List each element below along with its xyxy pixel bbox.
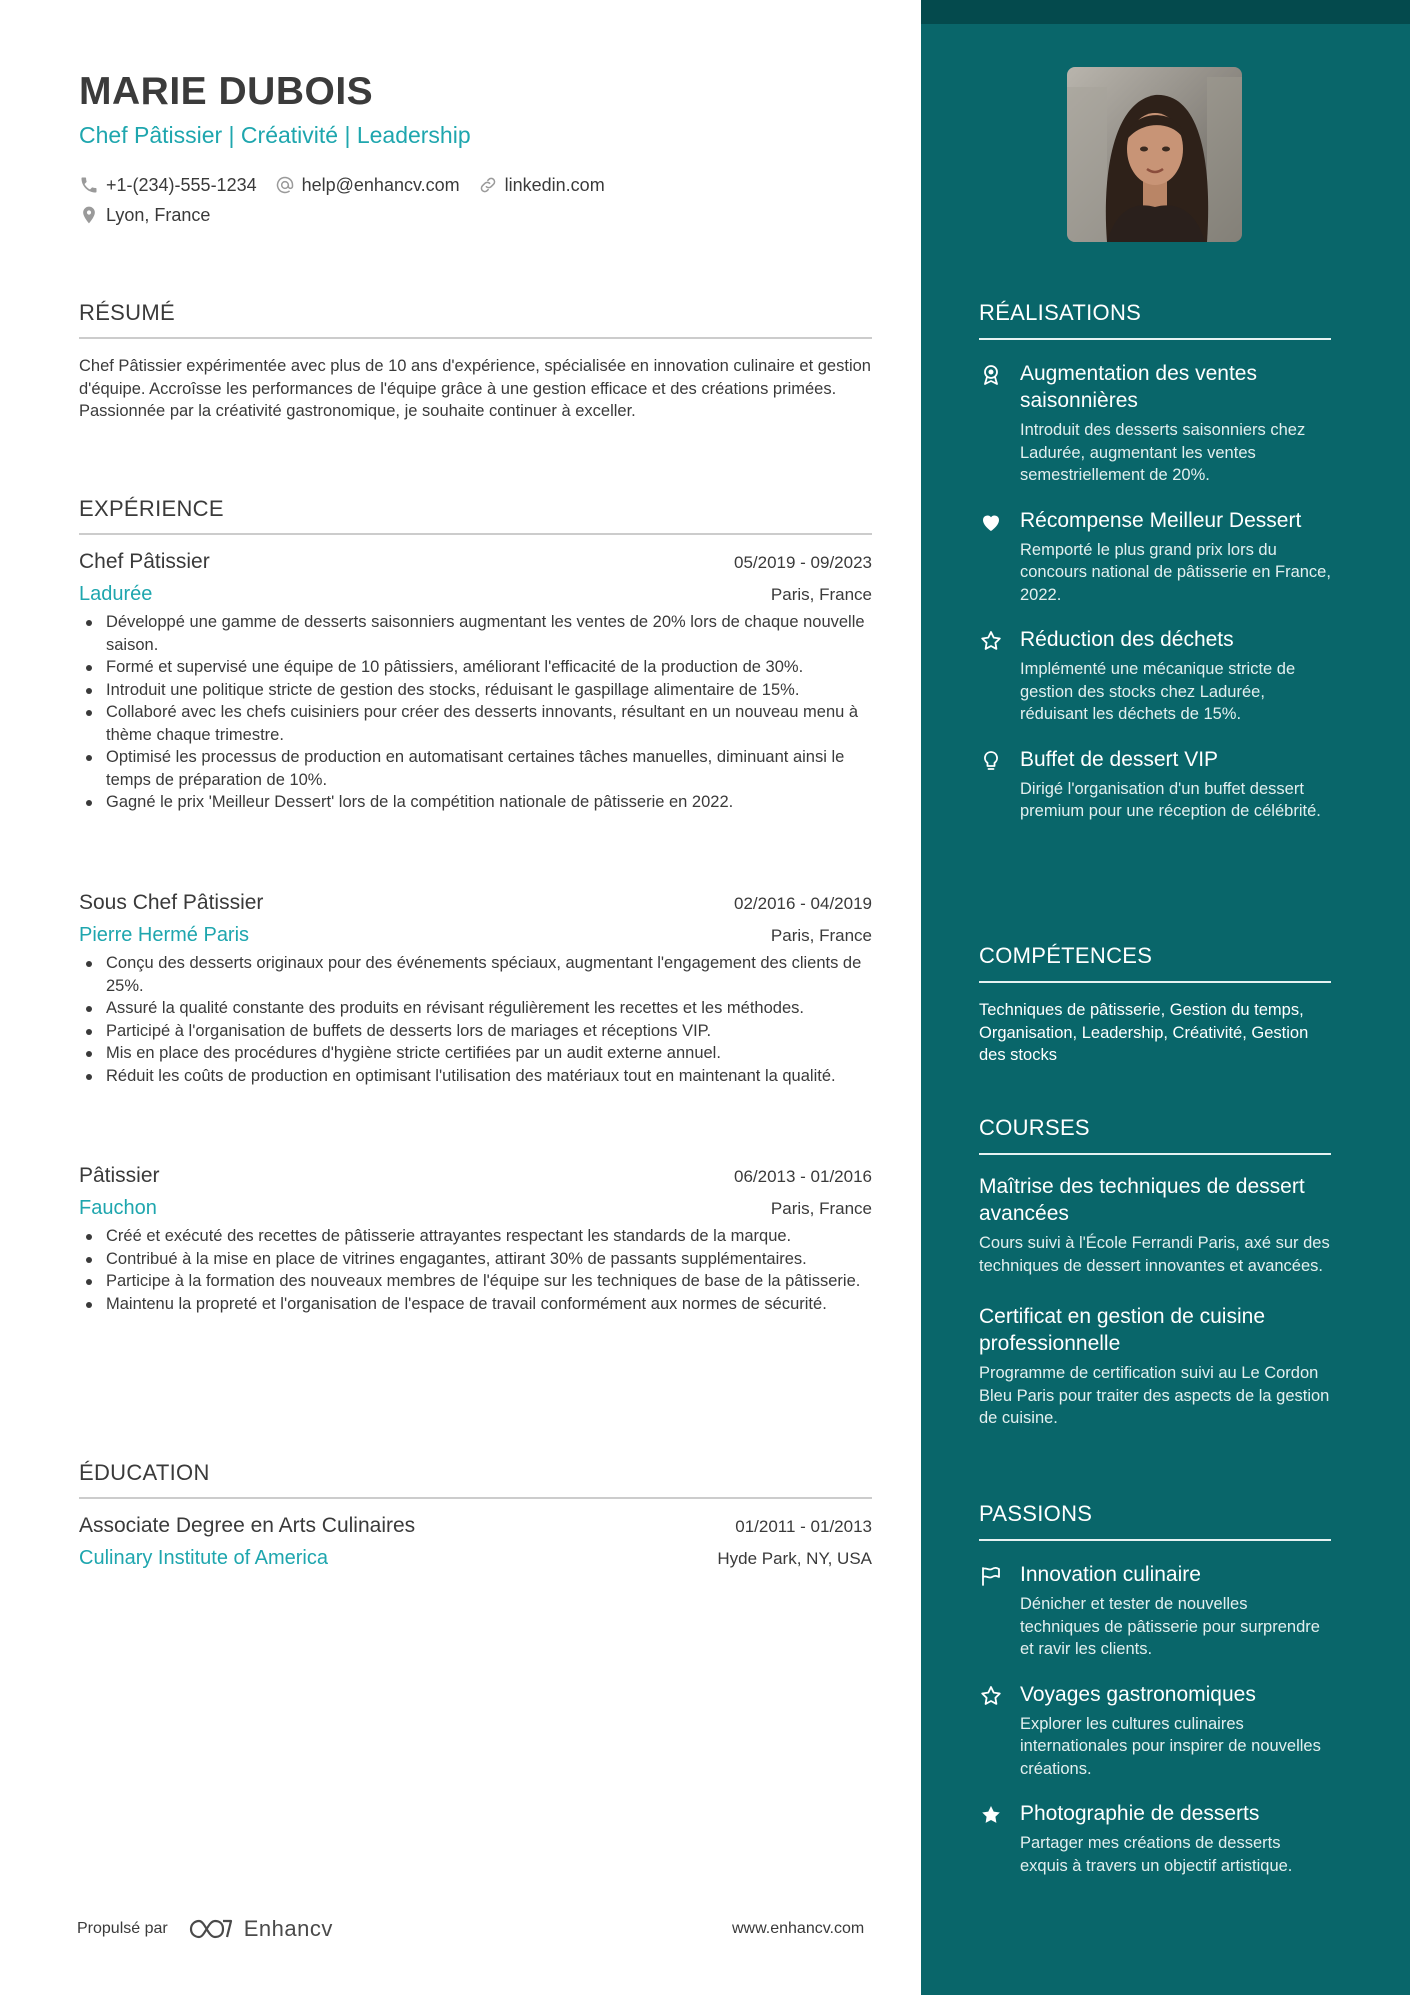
achievement-item <box>979 626 1331 726</box>
achievement-desc: Implémenté une mécanique stricte de gestion des stocks chez Ladurée, réduisant les déchets de 15%. <box>1020 660 1296 723</box>
passion-title: Innovation culinaire <box>1020 1563 1201 1586</box>
job-company: Pierre Hermé Paris <box>79 924 250 946</box>
school: Culinary Institute of America <box>79 1547 328 1569</box>
bullet-item: Participé à l'organisation de buffets de desserts lors de mariages et réceptions VIP. <box>79 1020 872 1043</box>
brand-name: Enhancv <box>243 1916 333 1941</box>
education-entry <box>79 1514 872 1570</box>
job-role: Chef Pâtissier <box>79 550 210 573</box>
bullet-item: Gagné le prix 'Meilleur Dessert' lors de la compétition nationale de pâtisserie en 2022. <box>79 791 872 814</box>
achievement-item <box>979 360 1331 487</box>
achievement-title: Récompense Meilleur Dessert <box>1020 508 1302 532</box>
job-location: Paris, France <box>770 585 872 604</box>
profile-photo-image <box>1067 67 1242 242</box>
passion-desc: Explorer les cultures culinaires internationales pour inspirer de nouvelles créations. <box>1020 1714 1321 1778</box>
education-dates: 01/2011 - 01/2013 <box>735 1517 872 1536</box>
bullet-item: Optimisé les processus de production en automatisant certaines tâches manuelles, diminuant ainsi le temps de préparation de 10%. <box>79 746 872 791</box>
achievements-heading: RÉALISATIONS <box>979 300 1331 340</box>
passion-item <box>979 1561 1331 1661</box>
bullet-item: Participe à la formation des nouveaux membres de l'équipe sur les techniques de base de la pâtisserie. <box>79 1270 872 1293</box>
bullet-item: Mis en place des procédures d'hygiène stricte certifiées par un audit externe annuel. <box>79 1042 872 1065</box>
award-icon <box>979 363 1003 387</box>
bullet-item: Réduit les coûts de production en optimisant l'utilisation des matériaux tout en maintenant la qualité. <box>79 1065 872 1088</box>
contact-email[interactable] <box>275 175 460 196</box>
at-icon <box>275 175 295 195</box>
enhancv-logo[interactable] <box>188 1916 333 1942</box>
bullet-item: Maintenu la propreté et l'organisation de l'espace de travail conformément aux normes de sécurité. <box>79 1293 872 1316</box>
star-filled-icon <box>979 1803 1003 1827</box>
job-company: Fauchon <box>79 1197 157 1219</box>
location-text: Lyon, France <box>106 204 211 225</box>
achievement-desc: Remporté le plus grand prix lors du concours national de pâtisserie en France, 2022. <box>1020 540 1331 604</box>
job-location: Paris, France <box>770 1199 872 1218</box>
phone-text: +1-(234)-555-1234 <box>106 174 257 195</box>
job-entry <box>79 1164 872 1315</box>
contact-linkedin[interactable] <box>478 175 605 196</box>
bullet-item: Introduit une politique stricte de gestion des stocks, réduisant le gaspillage alimentaire de 15%. <box>79 679 872 702</box>
course-item <box>979 1303 1331 1430</box>
enhancv-logo-icon <box>188 1917 234 1941</box>
achievement-title: Augmentation des ventes saisonnières <box>1020 362 1257 412</box>
phone-icon <box>79 175 99 195</box>
sidebar-top-bar <box>921 0 1410 24</box>
summary-text: Chef Pâtissier expérimentée avec plus de 10 ans d'expérience, spécialisée en innovation culinaire et gestion d'équipe. Accroîsse les performances de l'équipe grâce à une gestion efficace et des créations primées. Passionnée par la créativité gastronomique, je souhaite continuer à exceller. <box>79 357 871 420</box>
job-role: Pâtissier <box>79 1164 160 1187</box>
job-dates: 06/2013 - 01/2016 <box>733 1167 872 1186</box>
course-title: Maîtrise des techniques de dessert avancées <box>979 1175 1305 1225</box>
flag-icon <box>979 1564 1003 1588</box>
achievement-desc: Dirigé l'organisation d'un buffet dessert premium pour une réception de célébrité. <box>1020 779 1321 820</box>
passion-title: Voyages gastronomiques <box>1020 1682 1256 1706</box>
passion-item <box>979 1681 1331 1781</box>
link-icon <box>478 175 498 195</box>
powered-by-text: Propulsé par <box>77 1920 168 1937</box>
skills-section <box>979 943 1331 1067</box>
lightbulb-icon <box>979 749 1003 773</box>
courses-section <box>979 1115 1331 1430</box>
experience-heading: EXPÉRIENCE <box>79 496 872 535</box>
achievements-section <box>979 300 1331 823</box>
achievement-desc: Introduit des desserts saisonniers chez Ladurée, augmentant les ventes semestriellement de 20%. <box>1020 421 1306 484</box>
location-pin-icon <box>79 205 99 225</box>
achievement-item <box>979 746 1331 823</box>
course-desc: Cours suivi à l'École Ferrandi Paris, axé sur des techniques de dessert innovantes et avancées. <box>979 1234 1330 1275</box>
job-entry <box>79 550 872 814</box>
passion-desc: Dénicher et tester de nouvelles techniques de pâtisserie pour surprendre et ravir les clients. <box>1020 1595 1320 1658</box>
summary-heading: RÉSUMÉ <box>79 300 872 339</box>
footer-website[interactable]: www.enhancv.com <box>732 1920 865 1937</box>
education-heading: ÉDUCATION <box>79 1460 872 1499</box>
course-desc: Programme de certification suivi au Le Cordon Bleu Paris pour traiter des aspects de la gestion de cuisine. <box>979 1364 1330 1427</box>
linkedin-text[interactable]: linkedin.com <box>504 174 605 195</box>
bullet-item: Formé et supervisé une équipe de 10 pâtissiers, améliorant l'efficacité de la production de 30%. <box>79 656 872 679</box>
job-bullets <box>79 611 872 814</box>
job-location: Paris, France <box>770 926 872 945</box>
bullet-item: Contribué à la mise en place de vitrines engagantes, attirant 30% de passants supplémentaires. <box>79 1248 872 1271</box>
headline: Chef Pâtissier | Créativité | Leadership <box>79 122 471 148</box>
bullet-item: Assuré la qualité constante des produits en révisant régulièrement les recettes et les méthodes. <box>79 997 872 1020</box>
bullet-item: Conçu des desserts originaux pour des événements spéciaux, augmentant l'engagement des clients de 25%. <box>79 952 872 997</box>
passion-desc: Partager mes créations de desserts exquis à travers un objectif artistique. <box>1020 1834 1293 1875</box>
job-bullets <box>79 1225 872 1315</box>
contact-info <box>79 170 872 230</box>
passions-heading: PASSIONS <box>979 1501 1331 1541</box>
skills-heading: COMPÉTENCES <box>979 943 1331 983</box>
education-location: Hyde Park, NY, USA <box>717 1549 872 1568</box>
sidebar <box>921 0 1410 1995</box>
course-item <box>979 1173 1331 1277</box>
bullet-item: Développé une gamme de desserts saisonniers augmentant les ventes de 20% lors de chaque nouvelle saison. <box>79 611 872 656</box>
achievement-title: Buffet de dessert VIP <box>1020 747 1219 771</box>
star-outline-icon <box>979 629 1003 653</box>
job-dates: 05/2019 - 09/2023 <box>733 553 872 572</box>
email-text[interactable]: help@enhancv.com <box>301 174 460 195</box>
bullet-item: Collaboré avec les chefs cuisiniers pour créer des desserts innovants, résultant en un nouveau menu à thème chaque trimestre. <box>79 701 872 746</box>
profile-photo <box>1067 67 1242 242</box>
bullet-item: Créé et exécuté des recettes de pâtisserie attrayantes respectant les standards de la marque. <box>79 1225 872 1248</box>
job-role: Sous Chef Pâtissier <box>79 891 264 914</box>
heart-icon <box>979 510 1003 534</box>
star-outline-icon <box>979 1684 1003 1708</box>
achievement-title: Réduction des déchets <box>1020 628 1234 651</box>
footer-branding <box>77 1916 333 1942</box>
achievement-item <box>979 507 1331 607</box>
skills-text: Techniques de pâtisserie, Gestion du temps, Organisation, Leadership, Créativité, Gestion des stocks <box>979 1001 1309 1064</box>
passions-section <box>979 1501 1331 1877</box>
course-title: Certificat en gestion de cuisine professionnelle <box>979 1305 1265 1355</box>
candidate-name: MARIE DUBOIS <box>79 70 374 113</box>
contact-location <box>79 205 210 226</box>
job-entry <box>79 891 872 1087</box>
passion-item <box>979 1800 1331 1877</box>
degree: Associate Degree en Arts Culinaires <box>79 1514 416 1537</box>
passion-title: Photographie de desserts <box>1020 1802 1260 1825</box>
contact-phone <box>79 175 257 196</box>
courses-heading: COURSES <box>979 1115 1331 1155</box>
job-dates: 02/2016 - 04/2019 <box>733 894 872 913</box>
job-bullets <box>79 952 872 1087</box>
job-company: Ladurée <box>79 583 153 605</box>
